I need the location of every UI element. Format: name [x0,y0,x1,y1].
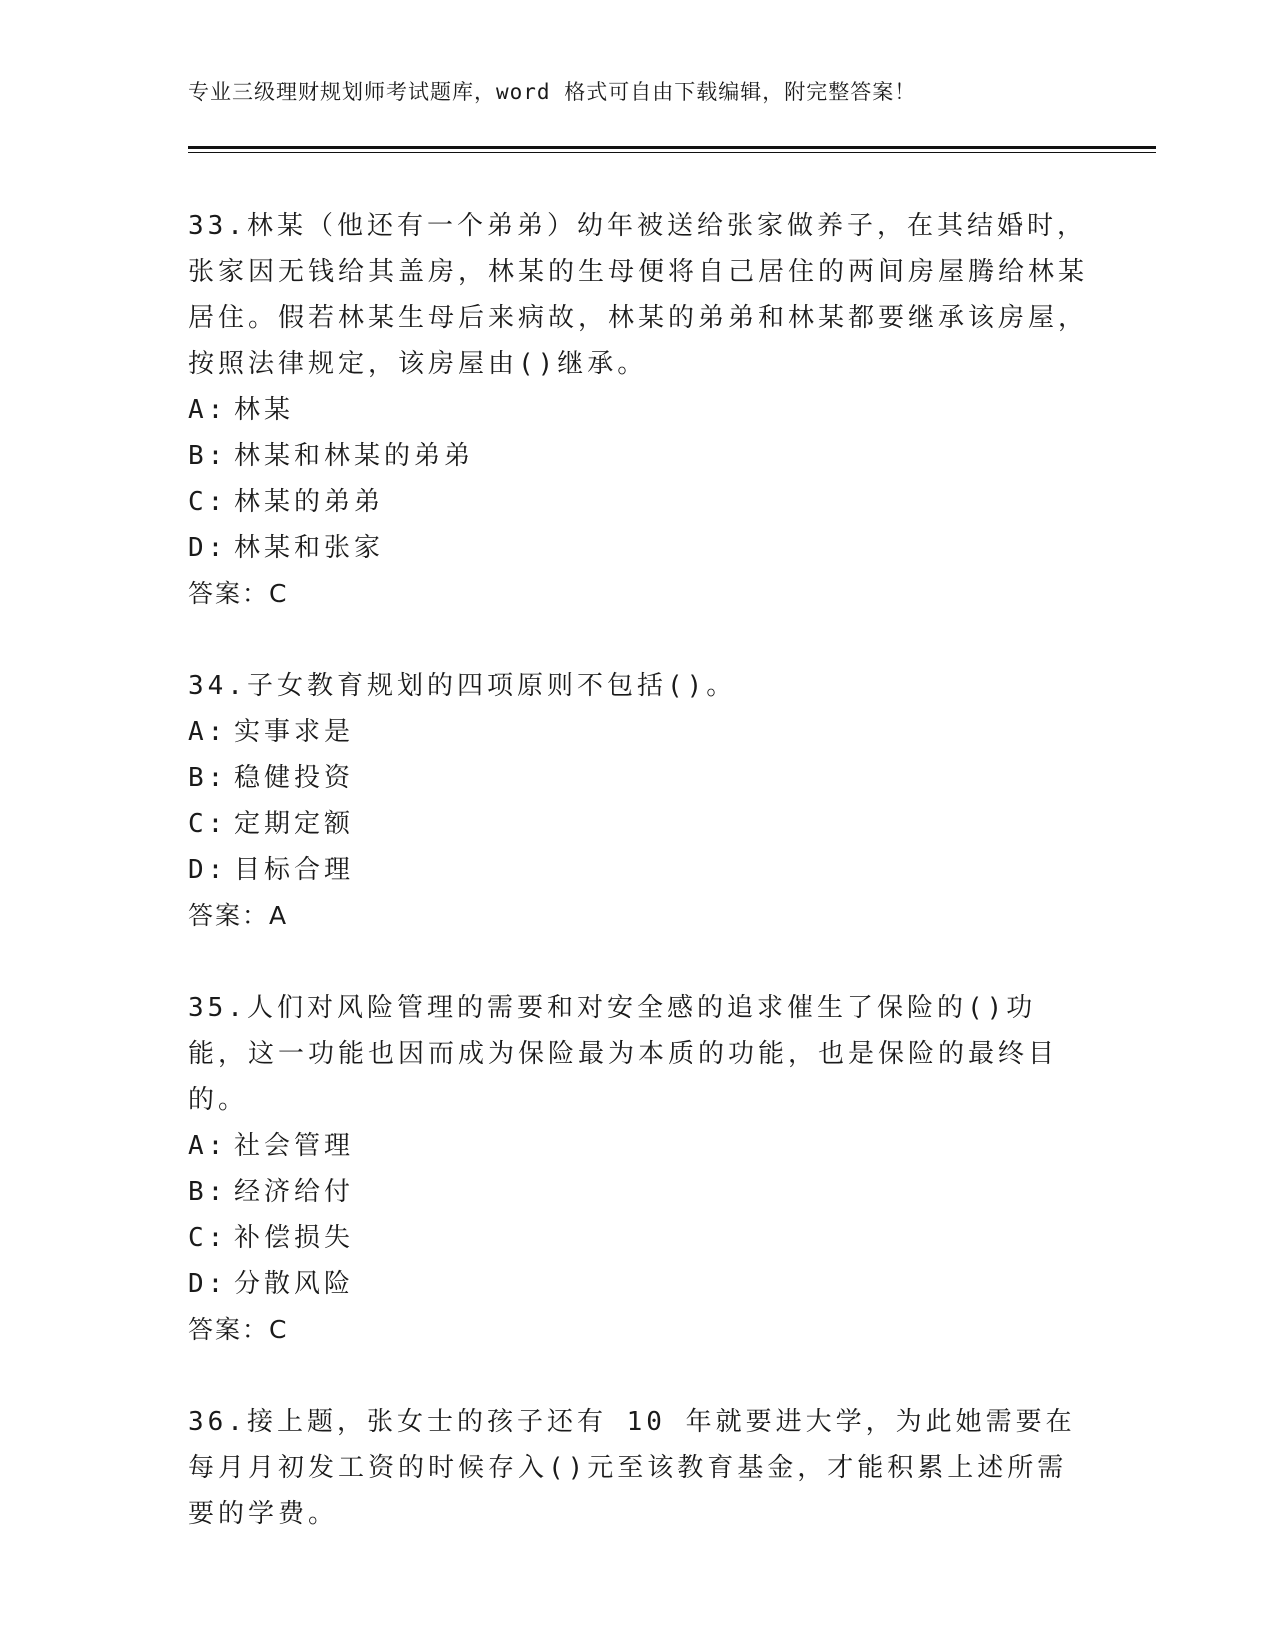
option-label: B: [188,763,228,793]
option-text: 林某 [234,395,295,425]
option-text: 实事求是 [234,717,355,747]
question-36 [188,1399,1088,1537]
option-label: D: [188,1269,228,1299]
option-text: 目标合理 [234,855,355,885]
option-text: 经济给付 [234,1177,355,1207]
option-label: B: [188,1177,228,1207]
header-divider-thick [188,146,1156,149]
option-a [188,709,1088,755]
option-text: 林某和张家 [234,533,385,563]
option-text: 稳健投资 [234,763,355,793]
option-text: 社会管理 [234,1131,355,1161]
option-text: 定期定额 [234,809,355,839]
option-d [188,1261,1088,1307]
option-d [188,847,1088,893]
option-label: A: [188,1131,228,1161]
option-b [188,433,1088,479]
option-text: 林某和林某的弟弟 [234,441,475,471]
option-text: 分散风险 [234,1269,355,1299]
option-a [188,1123,1088,1169]
option-label: C: [188,487,228,517]
option-a [188,387,1088,433]
option-text: 补偿损失 [234,1223,355,1253]
question-33 [188,203,1088,617]
question-list [188,203,1088,1583]
option-label: D: [188,533,228,563]
option-label: C: [188,809,228,839]
option-b [188,755,1088,801]
option-c [188,479,1088,525]
option-b [188,1169,1088,1215]
option-c [188,1215,1088,1261]
option-label: D: [188,855,228,885]
answer-line: 答案：C [188,1315,289,1344]
question-35 [188,985,1088,1353]
answer-line: 答案：A [188,901,289,930]
question-34 [188,663,1088,939]
question-stem: 34.子女教育规划的四项原则不包括()。 [188,671,737,701]
option-label: A: [188,717,228,747]
option-c [188,801,1088,847]
document-header: 专业三级理财规划师考试题库，word 格式可自由下载编辑，附完整答案！ [188,80,917,104]
question-stem: 35.人们对风险管理的需要和对安全感的追求催生了保险的()功能，这一功能也因而成为保险最为本质的功能，也是保险的最终目的。 [188,993,1059,1115]
answer-line: 答案：C [188,579,289,608]
option-label: A: [188,395,228,425]
question-stem: 36.接上题，张女士的孩子还有 10 年就要进大学，为此她需要在每月月初发工资的时候存入()元至该教育基金，才能积累上述所需要的学费。 [188,1407,1076,1529]
option-text: 林某的弟弟 [234,487,385,517]
header-divider-thin [188,152,1156,153]
question-stem: 33.林某（他还有一个弟弟）幼年被送给张家做养子，在其结婚时，张家因无钱给其盖房，林某的生母便将自己居住的两间房屋腾给林某居住。假若林某生母后来病故，林某的弟弟和林某都要继承该房屋，按照法律规定，该房屋由()继承。 [188,211,1089,379]
option-label: C: [188,1223,228,1253]
option-d [188,525,1088,571]
option-label: B: [188,441,228,471]
